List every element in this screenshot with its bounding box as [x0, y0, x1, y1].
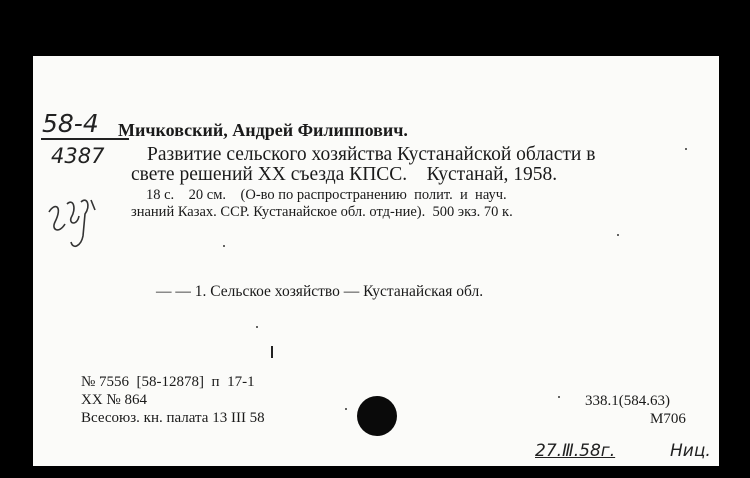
- speck: [256, 326, 258, 328]
- handwritten-date: 27.Ⅲ.58г.: [535, 441, 616, 461]
- call-number-bottom: 4387: [51, 144, 105, 168]
- title-line-1: Развитие сельского хозяйства Кустанайской области в: [147, 144, 596, 165]
- title-line-2: свете решений XX съезда КПСС. Кустанай, 1958.: [131, 164, 558, 185]
- speck: [617, 234, 619, 236]
- speck: [345, 408, 347, 410]
- handwritten-initials: Ниц.: [670, 441, 711, 461]
- description-line-2: знаний Казах. ССР. Кустанайское обл. отд-ние). 500 экз. 70 к.: [131, 204, 513, 220]
- speck: [271, 346, 273, 358]
- author-heading: Мичковский, Андрей Филиппович.: [118, 120, 408, 140]
- speck: [685, 148, 687, 150]
- record-number: № 7556 [58-12878] п 17-1: [81, 374, 255, 390]
- record-series: XX № 864: [81, 392, 147, 408]
- subject-heading: — — 1. Сельское хозяйство — Кустанайская обл.: [156, 283, 484, 300]
- call-number-top: 58-4: [42, 109, 99, 138]
- catalog-card: [33, 56, 719, 466]
- description-line-1: 18 с. 20 см. (О-во по распространению полит. и науч.: [146, 187, 507, 203]
- cutter-number: М706: [650, 411, 686, 427]
- handwritten-mark: [43, 194, 103, 264]
- ink-blot: [357, 396, 397, 436]
- record-chamber: Всесоюз. кн. палата 13 III 58: [81, 410, 265, 426]
- speck: [558, 396, 560, 398]
- speck: [223, 245, 225, 247]
- call-number-underline: [41, 138, 129, 140]
- classification-index: 338.1(584.63): [585, 393, 670, 409]
